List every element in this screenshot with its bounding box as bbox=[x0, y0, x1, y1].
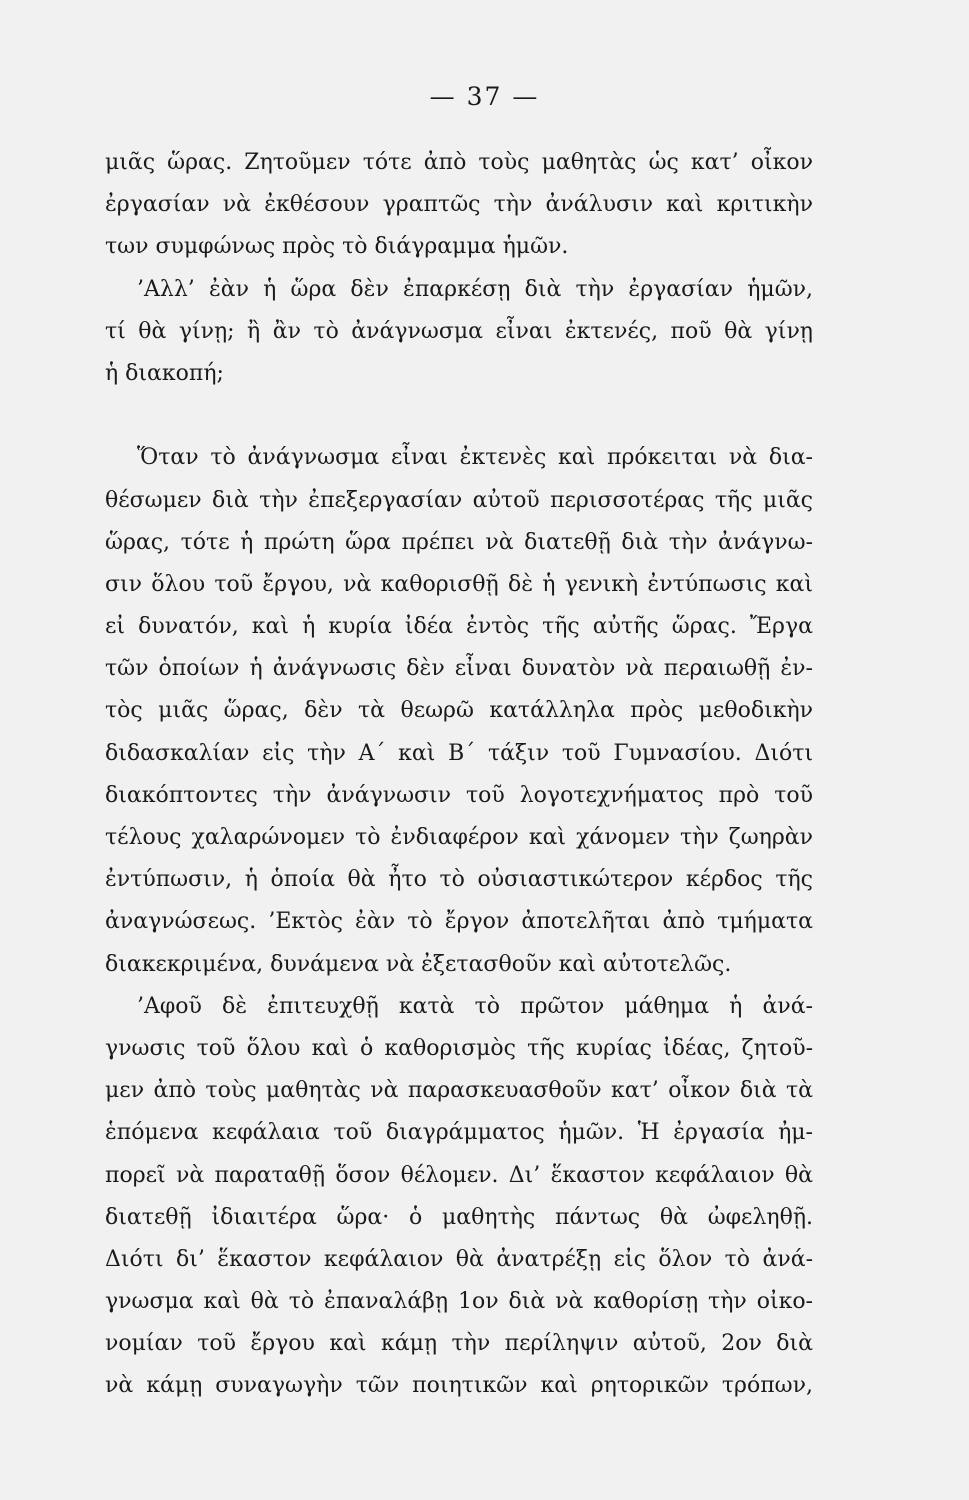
paragraph bbox=[105, 986, 813, 1408]
text-line: ἐργασίαν νὰ ἐκθέσουν γραπτῶς τὴν ἀνάλυσιν καὶ κριτικὴν bbox=[105, 192, 813, 218]
text-line: εἰ δυνατόν, καὶ ἡ κυρία ἰδέα ἐντὸς τῆς αὐτῆς ὥρας. Ἔργα bbox=[105, 614, 813, 640]
text-line: νὰ κάμῃ συναγωγὴν τῶν ποιητικῶν καὶ ρητορικῶν τρόπων, bbox=[105, 1373, 813, 1399]
text-line: Διότι δι’ ἕκαστον κεφάλαιον θὰ ἀνατρέξῃ εἰς ὅλον τὸ ἀνά- bbox=[105, 1246, 813, 1272]
text-line: ’Αλλ’ ἐὰν ἡ ὥρα δὲν ἐπαρκέσῃ διὰ τὴν ἐργασίαν ἡμῶν, bbox=[137, 276, 813, 302]
text-line: ’Αφοῦ δὲ ἐπιτευχθῇ κατὰ τὸ πρῶτον μάθημα ἡ ἀνά- bbox=[137, 993, 813, 1019]
text-line: τί θὰ γίνῃ; ἢ ἂν τὸ ἀνάγνωσμα εἶναι ἐκτενές, ποῦ θὰ γίνῃ bbox=[105, 318, 813, 344]
body-text bbox=[105, 142, 813, 1408]
text-line: θέσωμεν διὰ τὴν ἐπεξεργασίαν αὐτοῦ περισσοτέρας τῆς μιᾶς bbox=[105, 487, 813, 513]
text-line: τὸς μιᾶς ὥρας, δὲν τὰ θεωρῶ κατάλληλα πρὸς μεθοδικὴν bbox=[105, 698, 813, 724]
text-line: μεν ἀπὸ τοὺς μαθητὰς νὰ παρασκευασθοῦν κατ’ οἶκον διὰ τὰ bbox=[105, 1078, 813, 1104]
text-line: Ὅταν τὸ ἀνάγνωσμα εἶναι ἐκτενὲς καὶ πρόκειται νὰ δια- bbox=[137, 445, 813, 471]
paragraph-gap bbox=[105, 395, 813, 437]
text-line: διακεκριμένα, δυνάμενα νὰ ἐξετασθοῦν καὶ αὐτοτελῶς. bbox=[105, 951, 732, 977]
text-line: των συμφώνως πρὸς τὸ διάγραμμα ἡμῶν. bbox=[105, 234, 569, 260]
text-line: ἀναγνώσεως. ’Εκτὸς ἐὰν τὸ ἔργον ἀποτελῆται ἀπὸ τμήματα bbox=[105, 909, 813, 935]
text-line: γνωσις τοῦ ὅλου καὶ ὁ καθορισμὸς τῆς κυρίας ἰδέας, ζητοῦ- bbox=[105, 1035, 813, 1061]
page-number: — 37 — bbox=[429, 82, 540, 111]
text-line: πορεῖ νὰ παραταθῇ ὅσον θέλομεν. Δι’ ἕκαστον κεφάλαιον θὰ bbox=[105, 1162, 813, 1188]
text-line: ἐντύπωσιν, ἡ ὁποία θὰ ἦτο τὸ οὐσιαστικώτερον κέρδος τῆς bbox=[105, 867, 813, 893]
text-line: διακόπτοντες τὴν ἀνάγνωσιν τοῦ λογοτεχνήματος πρὸ τοῦ bbox=[105, 782, 813, 808]
text-line: τῶν ὁποίων ἡ ἀνάγνωσις δὲν εἶναι δυνατὸν νὰ περαιωθῇ ἐν- bbox=[105, 656, 813, 682]
text-line: διδασκαλίαν εἰς τὴν Α΄ καὶ Β΄ τάξιν τοῦ Γυμνασίου. Διότι bbox=[105, 740, 813, 766]
paragraph bbox=[105, 269, 813, 396]
text-line: νομίαν τοῦ ἔργου καὶ κάμῃ τὴν περίληψιν αὐτοῦ, 2ον διὰ bbox=[105, 1331, 813, 1357]
text-line: μιᾶς ὥρας. Ζητοῦμεν τότε ἀπὸ τοὺς μαθητὰς ὡς κατ’ οἶκον bbox=[105, 150, 813, 175]
text-line: τέλους χαλαρώνομεν τὸ ἐνδιαφέρον καὶ χάνομεν τὴν ζωηρὰν bbox=[105, 825, 813, 850]
text-line: ὥρας, τότε ἡ πρώτη ὥρα πρέπει νὰ διατεθῇ διὰ τὴν ἀνάγνω- bbox=[105, 529, 813, 555]
text-line: διατεθῇ ἰδιαιτέρα ὥρα· ὁ μαθητὴς πάντως θὰ ὠφεληθῇ. bbox=[105, 1204, 813, 1230]
text-line: γνωσμα καὶ θὰ τὸ ἐπαναλάβῃ 1ον διὰ νὰ καθορίσῃ τὴν οἰκο- bbox=[105, 1289, 813, 1315]
paragraph bbox=[105, 142, 813, 269]
text-line: ἑπόμενα κεφάλαια τοῦ διαγράμματος ἡμῶν. Ἡ ἐργασία ἠμ- bbox=[105, 1120, 813, 1146]
text-line: ἡ διακοπή; bbox=[105, 360, 224, 386]
paragraph bbox=[105, 437, 813, 985]
text-line: σιν ὅλου τοῦ ἔργου, νὰ καθορισθῇ δὲ ἡ γενικὴ ἐντύπωσις καὶ bbox=[105, 571, 813, 597]
